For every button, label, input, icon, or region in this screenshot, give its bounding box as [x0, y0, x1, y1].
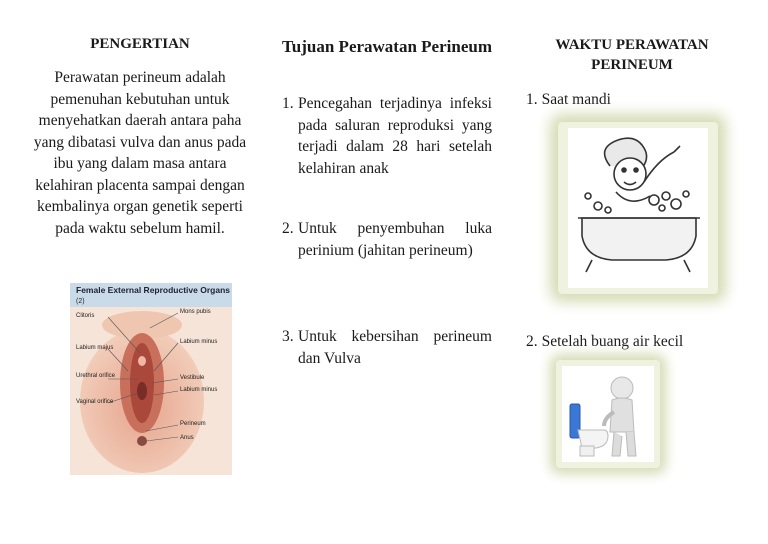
bath-illustration	[558, 122, 718, 294]
toilet-illustration	[556, 360, 660, 468]
label-vaginal-orifice: Vaginal orifice	[76, 399, 114, 405]
heading-tujuan: Tujuan Perawatan Perineum	[282, 37, 492, 56]
heading-waktu: WAKTU PERAWATAN PERINEUM	[555, 37, 709, 73]
definition-text: Perawatan perineum adalah pemenuhan kebutuhan untuk menyehatkan daerah antara paha yang dibatasi vulva dan anus pada ibu yang dalam masa antara kelahiran placenta sampai dengan kembalinya organ genetik seperti pada waktu sebelum hamil.	[33, 69, 247, 237]
anatomy-figure	[70, 283, 232, 475]
figure-title: Female External Reproductive Organs	[76, 285, 230, 295]
heading-pengertian: PENGERTIAN	[90, 36, 190, 52]
time-item-1: 1. Saat mandi	[526, 91, 611, 108]
list-item: 3. Untuk kebersihan perineum dan Vulva	[282, 328, 492, 367]
label-labium-minus: Labium minus	[180, 339, 218, 345]
time-item-2: 2. Setelah buang air kecil	[526, 333, 684, 350]
label-anus: Anus	[180, 435, 194, 441]
list-item: 1. Pencegahan terjadinya infeksi pada saluran reproduksi yang terjadi dalam 28 hari setelah kelahiran anak	[282, 95, 492, 177]
label-urethral-orifice: Urethral orifice	[76, 373, 116, 379]
label-clitoris: Clitoris	[76, 313, 95, 319]
label-perineum: Perineum	[180, 421, 206, 427]
label-labium-majus: Labium majus	[76, 345, 114, 351]
label-mons-pubis: Mons pubis	[180, 309, 211, 315]
list-item: 2. Untuk penyembuhan luka perinium (jahitan perineum)	[282, 220, 492, 259]
label-labium-minus-2: Labium minus	[180, 387, 218, 393]
figure-number: (2)	[76, 298, 85, 305]
label-vestibule: Vestibule	[180, 375, 205, 381]
